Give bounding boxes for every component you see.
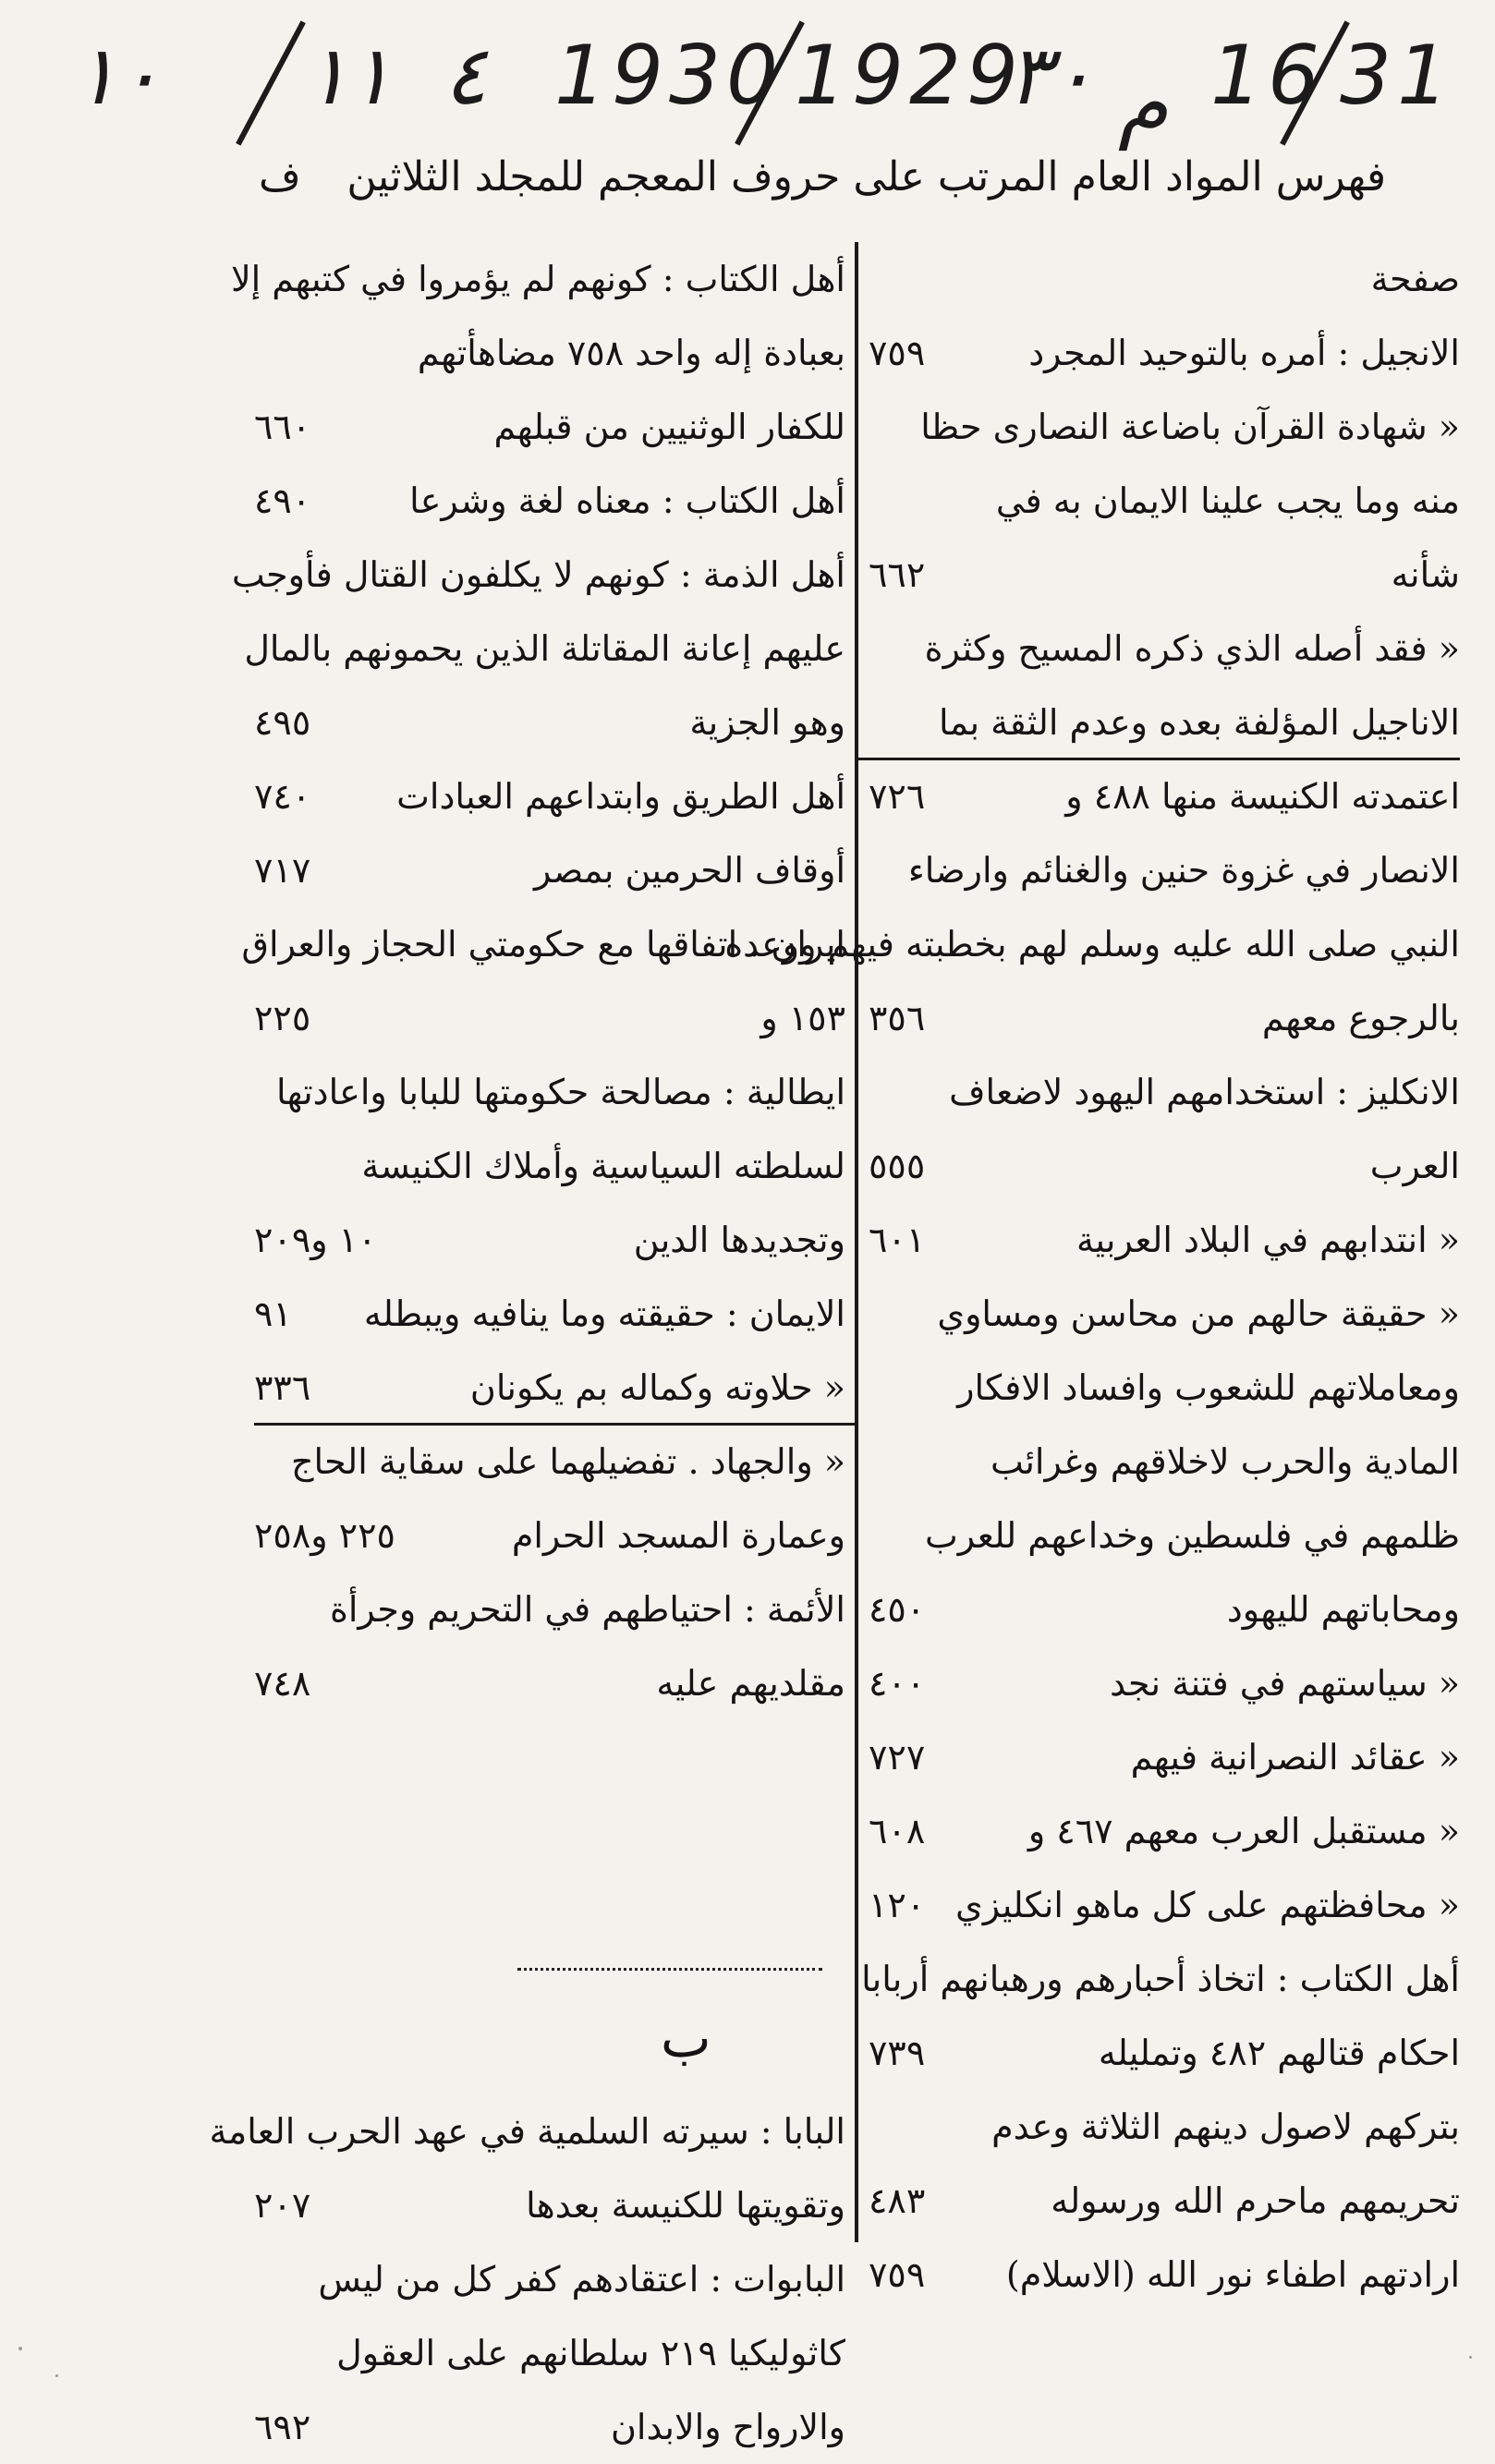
entry-page-number: ٧٥٩ xyxy=(869,333,926,373)
entry-text: « حقيقة حالهم من محاسن ومساوي xyxy=(937,1293,1460,1334)
entry-page-number: ٣٣٦ xyxy=(254,1367,311,1408)
handwritten-slash xyxy=(236,20,306,145)
entry-text: ايطالية : مصالحة حكومتها للبابا واعادتها xyxy=(276,1072,845,1112)
index-column-left xyxy=(209,242,845,2447)
entry-page-number: ٦٦٠ xyxy=(254,407,311,447)
entry-text: « مستقبل العرب معهم ٤٦٧ و xyxy=(1027,1811,1460,1851)
entry-page-number: ٧٥٩ xyxy=(869,2254,926,2295)
index-entry xyxy=(254,1425,845,1499)
entry-text: تحريمهم ماحرم الله ورسوله xyxy=(1051,2180,1460,2221)
entry-text: أهل الطريق وابتداعهم العبادات xyxy=(396,776,845,817)
index-entry xyxy=(241,907,845,981)
entry-text: « والجهاد . تفضيلهما على سقاية الحاج xyxy=(291,1441,845,1482)
entry-text: « انتدابهم في البلاد العربية xyxy=(1076,1220,1460,1260)
entry-text: اعتمدته الكنيسة منها ٤٨٨ و xyxy=(1065,776,1460,817)
handwritten-mark: 31 xyxy=(1340,28,1454,123)
index-entry xyxy=(869,1203,1460,1277)
entry-text: منه وما يجب علينا الايمان به في xyxy=(995,480,1460,521)
entry-text: ومعاملاتهم للشعوب وافساد الافكار xyxy=(957,1367,1460,1408)
entry-text: احكام قتالهم ٤٨٢ وتمليله xyxy=(1098,2033,1460,2073)
index-entry xyxy=(254,2242,845,2316)
index-entry xyxy=(869,464,1460,538)
entry-text: أهل الكتاب : معناه لغة وشرعا xyxy=(409,480,845,521)
entry-text: الاناجيل المؤلفة بعده وعدم الثقة بما xyxy=(938,702,1460,743)
index-entry xyxy=(254,464,845,538)
entry-text: ارادتهم اطفاء نور الله (الاسلام) xyxy=(1005,2254,1460,2295)
entry-page-number: ١٠ و٢٠٩ xyxy=(254,1220,377,1260)
column-heading-row xyxy=(869,242,1460,316)
index-entry xyxy=(254,833,845,907)
entry-page-number: ٧٤٠ xyxy=(254,776,311,817)
index-entry xyxy=(724,907,1460,981)
entry-text: بتركهم لاصول دينهم الثلاثة وعدم xyxy=(991,2106,1460,2147)
index-entry xyxy=(254,1351,845,1425)
index-entry xyxy=(869,1572,1460,1646)
entry-text: كاثوليكيا ٢١٩ سلطانهم على العقول xyxy=(336,2333,845,2373)
index-entry xyxy=(869,316,1460,390)
entry-text: العرب xyxy=(1369,1146,1460,1186)
entry-text: « عقائد النصرانية فيهم xyxy=(1130,1737,1460,1778)
entry-text: ومحاباتهم لليهود xyxy=(1226,1589,1460,1630)
index-frame xyxy=(209,242,1460,2447)
index-entry xyxy=(254,1203,845,1277)
index-entry xyxy=(254,316,845,390)
entry-text: الانصار في غزوة حنين والغنائم وارضاء xyxy=(907,850,1460,891)
entry-text: عليهم إعانة المقاتلة الذين يحمونهم بالمال xyxy=(244,628,845,669)
index-entry xyxy=(869,1277,1460,1351)
entry-page-number: ٧٢٧ xyxy=(869,1737,926,1778)
handwritten-mark: م xyxy=(1118,55,1169,151)
page-title: فهرس المواد العام المرتب على حروف المعجم للمجلد الثلاثين xyxy=(346,153,1386,200)
entry-text: وعمارة المسجد الحرام xyxy=(511,1515,845,1556)
entry-text: ظلمهم في فلسطين وخداعهم للعرب xyxy=(924,1515,1460,1556)
index-entry xyxy=(869,1868,1460,1942)
index-entry xyxy=(869,2238,1460,2312)
entry-text: أوقاف الحرمين بمصر xyxy=(533,850,845,891)
entry-page-number: ٤٨٣ xyxy=(869,2180,926,2221)
index-entry xyxy=(254,1055,845,1129)
column-divider xyxy=(855,242,858,2242)
handwritten-year: 1929 xyxy=(795,28,1024,123)
entry-page-number: ٦٦٢ xyxy=(869,554,926,595)
page-header xyxy=(111,148,1386,222)
index-entry xyxy=(869,1499,1460,1572)
index-entry xyxy=(869,833,1460,907)
entry-page-number: ٧٣٩ xyxy=(869,2033,926,2073)
paper-speck xyxy=(18,2347,22,2350)
handwritten-mark: ١٠ xyxy=(74,28,162,123)
entry-page-number: ٤٩٠ xyxy=(254,480,311,521)
entry-text: الأئمة : احتياطهم في التحريم وجرأة xyxy=(329,1589,845,1630)
entry-text: الانجيل : أمره بالتوحيد المجرد xyxy=(1028,333,1460,373)
index-entry xyxy=(254,1277,845,1351)
entry-page-number: ٤٠٠ xyxy=(869,1663,926,1704)
index-entry xyxy=(231,538,845,612)
handwritten-mark: ٤ xyxy=(444,28,488,123)
index-entry xyxy=(869,759,1460,833)
index-entry xyxy=(869,1720,1460,1794)
column-heading: صفحة xyxy=(1370,259,1460,299)
entry-page-number: ٦٠١ xyxy=(869,1220,926,1260)
entry-text: ١٥٣ و xyxy=(760,998,845,1038)
entry-text: النبي صلى الله عليه وسلم لهم بخطبته فيهم ووعده xyxy=(724,924,1460,965)
index-entry xyxy=(869,390,1460,464)
entry-text: « محافظتهم على كل ماهو انكليزي xyxy=(955,1885,1460,1925)
index-entry xyxy=(254,1572,845,1646)
handwritten-annotation xyxy=(55,18,1454,151)
index-entry xyxy=(254,1129,845,1203)
header-letter: ف xyxy=(259,153,301,200)
index-entry xyxy=(254,1646,845,1720)
entry-text: البابوات : اعتقادهم كفر كل من ليس xyxy=(318,2259,845,2300)
entry-page-number: ٦٠٨ xyxy=(869,1811,926,1851)
entry-page-number: ٣٥٦ xyxy=(869,998,926,1038)
index-entry xyxy=(869,686,1460,759)
handwritten-mark: ٣٠ xyxy=(1007,28,1095,123)
index-entry xyxy=(254,2390,845,2464)
entry-page-number: ٢٢٥ xyxy=(254,998,311,1038)
entry-page-number: ٧٤٨ xyxy=(254,1663,311,1704)
entry-page-number: ٤٩٥ xyxy=(254,702,311,743)
index-entry xyxy=(254,759,845,833)
index-entry xyxy=(254,981,845,1055)
handwritten-mark: 16 xyxy=(1210,28,1325,123)
index-entry xyxy=(254,390,845,464)
entry-text: شأنه xyxy=(1391,554,1460,595)
index-entry xyxy=(869,1129,1460,1203)
entry-text: مقلديهم عليه xyxy=(656,1663,845,1704)
entry-text: « حلاوته وكماله بم يكونان xyxy=(469,1367,845,1408)
index-entry xyxy=(209,2094,845,2168)
section-letter: ب xyxy=(661,2007,711,2070)
entry-text: وهو الجزية xyxy=(689,702,845,743)
paper-speck xyxy=(55,2374,58,2377)
entry-text: « سياستهم في فتنة نجد xyxy=(1110,1663,1460,1704)
index-entry xyxy=(869,2164,1460,2238)
index-entry xyxy=(869,1425,1460,1499)
entry-page-number: ٧١٧ xyxy=(254,850,311,891)
index-entry xyxy=(244,612,845,686)
entry-text: « فقد أصله الذي ذكره المسيح وكثرة xyxy=(924,628,1460,669)
entry-text: وتقويتها للكنيسة بعدها xyxy=(526,2185,845,2226)
entry-text: ايران . اتفاقها مع حكومتي الحجاز والعراق xyxy=(241,924,845,965)
entry-rule xyxy=(855,758,1460,760)
section-ornament xyxy=(517,1968,822,1973)
index-entry xyxy=(869,2016,1460,2090)
entry-page-number: ٢٠٧ xyxy=(254,2185,311,2226)
entry-text: وتجديدها الدين xyxy=(633,1220,845,1260)
index-entry xyxy=(869,1646,1460,1720)
index-entry xyxy=(254,2168,845,2242)
index-entry xyxy=(869,981,1460,1055)
entry-text: أهل الكتاب : اتخاذ أحبارهم ورهبانهم أربابا xyxy=(861,1959,1460,1999)
entry-text: أهل الذمة : كونهم لا يكلفون القتال فأوجب xyxy=(231,554,845,595)
entry-text: للكفار الوثنيين من قبلهم xyxy=(493,407,845,447)
entry-page-number: ٩١ xyxy=(254,1293,292,1334)
index-entry xyxy=(861,1942,1460,2016)
index-entry xyxy=(869,2090,1460,2164)
index-entry xyxy=(869,1351,1460,1425)
paper-speck xyxy=(1469,2356,1472,2359)
index-entry xyxy=(254,686,845,759)
entry-page-number: ١٢٠ xyxy=(869,1885,926,1925)
entry-text: لسلطته السياسية وأملاك الكنيسة xyxy=(361,1146,845,1186)
handwritten-mark: ١١ xyxy=(305,28,393,123)
handwritten-year: 1930 xyxy=(554,28,784,123)
entry-page-number: ٧٢٦ xyxy=(869,776,926,817)
index-entry xyxy=(869,1794,1460,1868)
entry-text: بالرجوع معهم xyxy=(1261,998,1460,1038)
entry-page-number: ٤٥٠ xyxy=(869,1589,926,1630)
entry-rule xyxy=(254,1423,857,1426)
index-entry xyxy=(869,1055,1460,1129)
entry-page-number: ٢٢٥ و٢٥٨ xyxy=(254,1515,395,1556)
entry-text: « شهادة القرآن باضاعة النصارى حظا xyxy=(920,407,1460,447)
entry-text: بعبادة إله واحد ٧٥٨ مضاهأتهم xyxy=(417,333,845,373)
index-entry xyxy=(869,538,1460,612)
index-entry xyxy=(254,1499,845,1572)
entry-text: الايمان : حقيقته وما ينافيه ويبطله xyxy=(363,1293,845,1334)
entry-text: البابا : سيرته السلمية في عهد الحرب العامة xyxy=(209,2111,845,2152)
entry-page-number: ٦٩٢ xyxy=(254,2407,311,2447)
entry-text: الانكليز : استخدامهم اليهود لاضعاف xyxy=(949,1072,1460,1112)
index-entry xyxy=(230,242,845,316)
entry-text: أهل الكتاب : كونهم لم يؤمروا في كتبهم إلا xyxy=(230,259,845,299)
index-entry xyxy=(869,612,1460,686)
entry-text: والارواح والابدان xyxy=(610,2407,845,2447)
index-entry xyxy=(254,2316,845,2390)
entry-page-number: ٥٥٥ xyxy=(869,1146,926,1186)
entry-text: المادية والحرب لاخلاقهم وغرائب xyxy=(991,1441,1460,1482)
